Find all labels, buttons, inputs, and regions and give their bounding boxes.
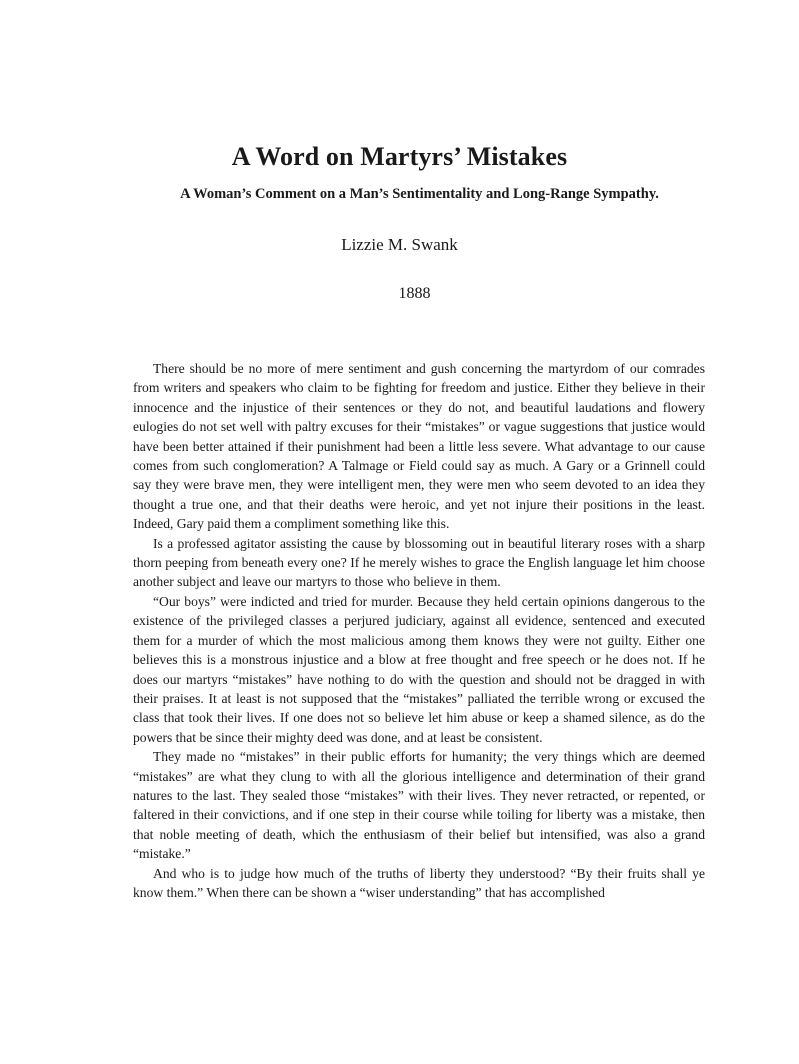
page-subtitle: A Woman’s Comment on a Man’s Sentimentality and Long-Range Sympathy. (180, 186, 659, 202)
paragraph-2: Is a professed agitator assisting the cause by blossoming out in beautiful literary roses with a sharp thorn peeping from beneath every one? If he merely wishes to grace the English language let him choose another subject and leave our martyrs to those who believe in them. (133, 535, 705, 590)
article-body (133, 359, 705, 902)
page-title: A Word on Martyrs’ Mistakes (231, 142, 568, 171)
paragraph-1: There should be no more of mere sentiment and gush concerning the martyrdom of our comrades from writers and speakers who claim to be fighting for freedom and justice. Either they believe in their innocence and the injustice of their sentences or they do not, and beautiful laudations and flowery eulogies do not set well with paltry excuses for their “mistakes” or vague suggestions that justice would have been better attained if their punishment had been a little less severe. What advantage to our cause comes from such conglomeration? A Talmage or Field could say as much. A Gary or a Grinnell could say they were brave men, they were intelligent men, they were men who seem devoted to an idea they thought a true one, and that their deaths were heroic, and yet not injure their positions in the least. Indeed, Gary paid them a compliment something like this. (133, 361, 705, 532)
publication-year: 1888 (398, 285, 431, 302)
paragraph-4: They made no “mistakes” in their public efforts for humanity; the very things which are deemed “mistakes” are what they clung to with all the glorious intelligence and determination of their grand natures to the last. They sealed those “mistakes” with their lives. They never retracted, or repented, or faltered in their convictions, and if one step in their course while toiling for liberty was a mistake, then that noble meeting of death, which the enthusiasm of their belief but intensified, was also a grand “mistake.” (133, 749, 705, 862)
author-name: Lizzie M. Swank (341, 235, 458, 254)
paragraph-3: “Our boys” were indicted and tried for murder. Because they held certain opinions dangerous to the existence of the privileged classes a perjured judiciary, against all evidence, sentenced and executed them for a murder of which the most malicious among them knows they were not guilty. Either one believes this is a monstrous injustice and a blow at free thought and free speech or he does not. If he does our martyrs “mistakes” have nothing to do with the question and should not be dragged in with their praises. It at least is not supposed that the “mistakes” palliated the terrible wrong or excused the class that took their lives. If one does not so believe let him abuse or keep a shamed silence, as do the powers that be since their mighty deed was done, and at least be consistent. (133, 593, 705, 745)
paragraph-5: And who is to judge how much of the truths of liberty they understood? “By their fruits shall ye know them.” When there can be shown a “wiser understanding” that has accomplished (133, 865, 705, 900)
